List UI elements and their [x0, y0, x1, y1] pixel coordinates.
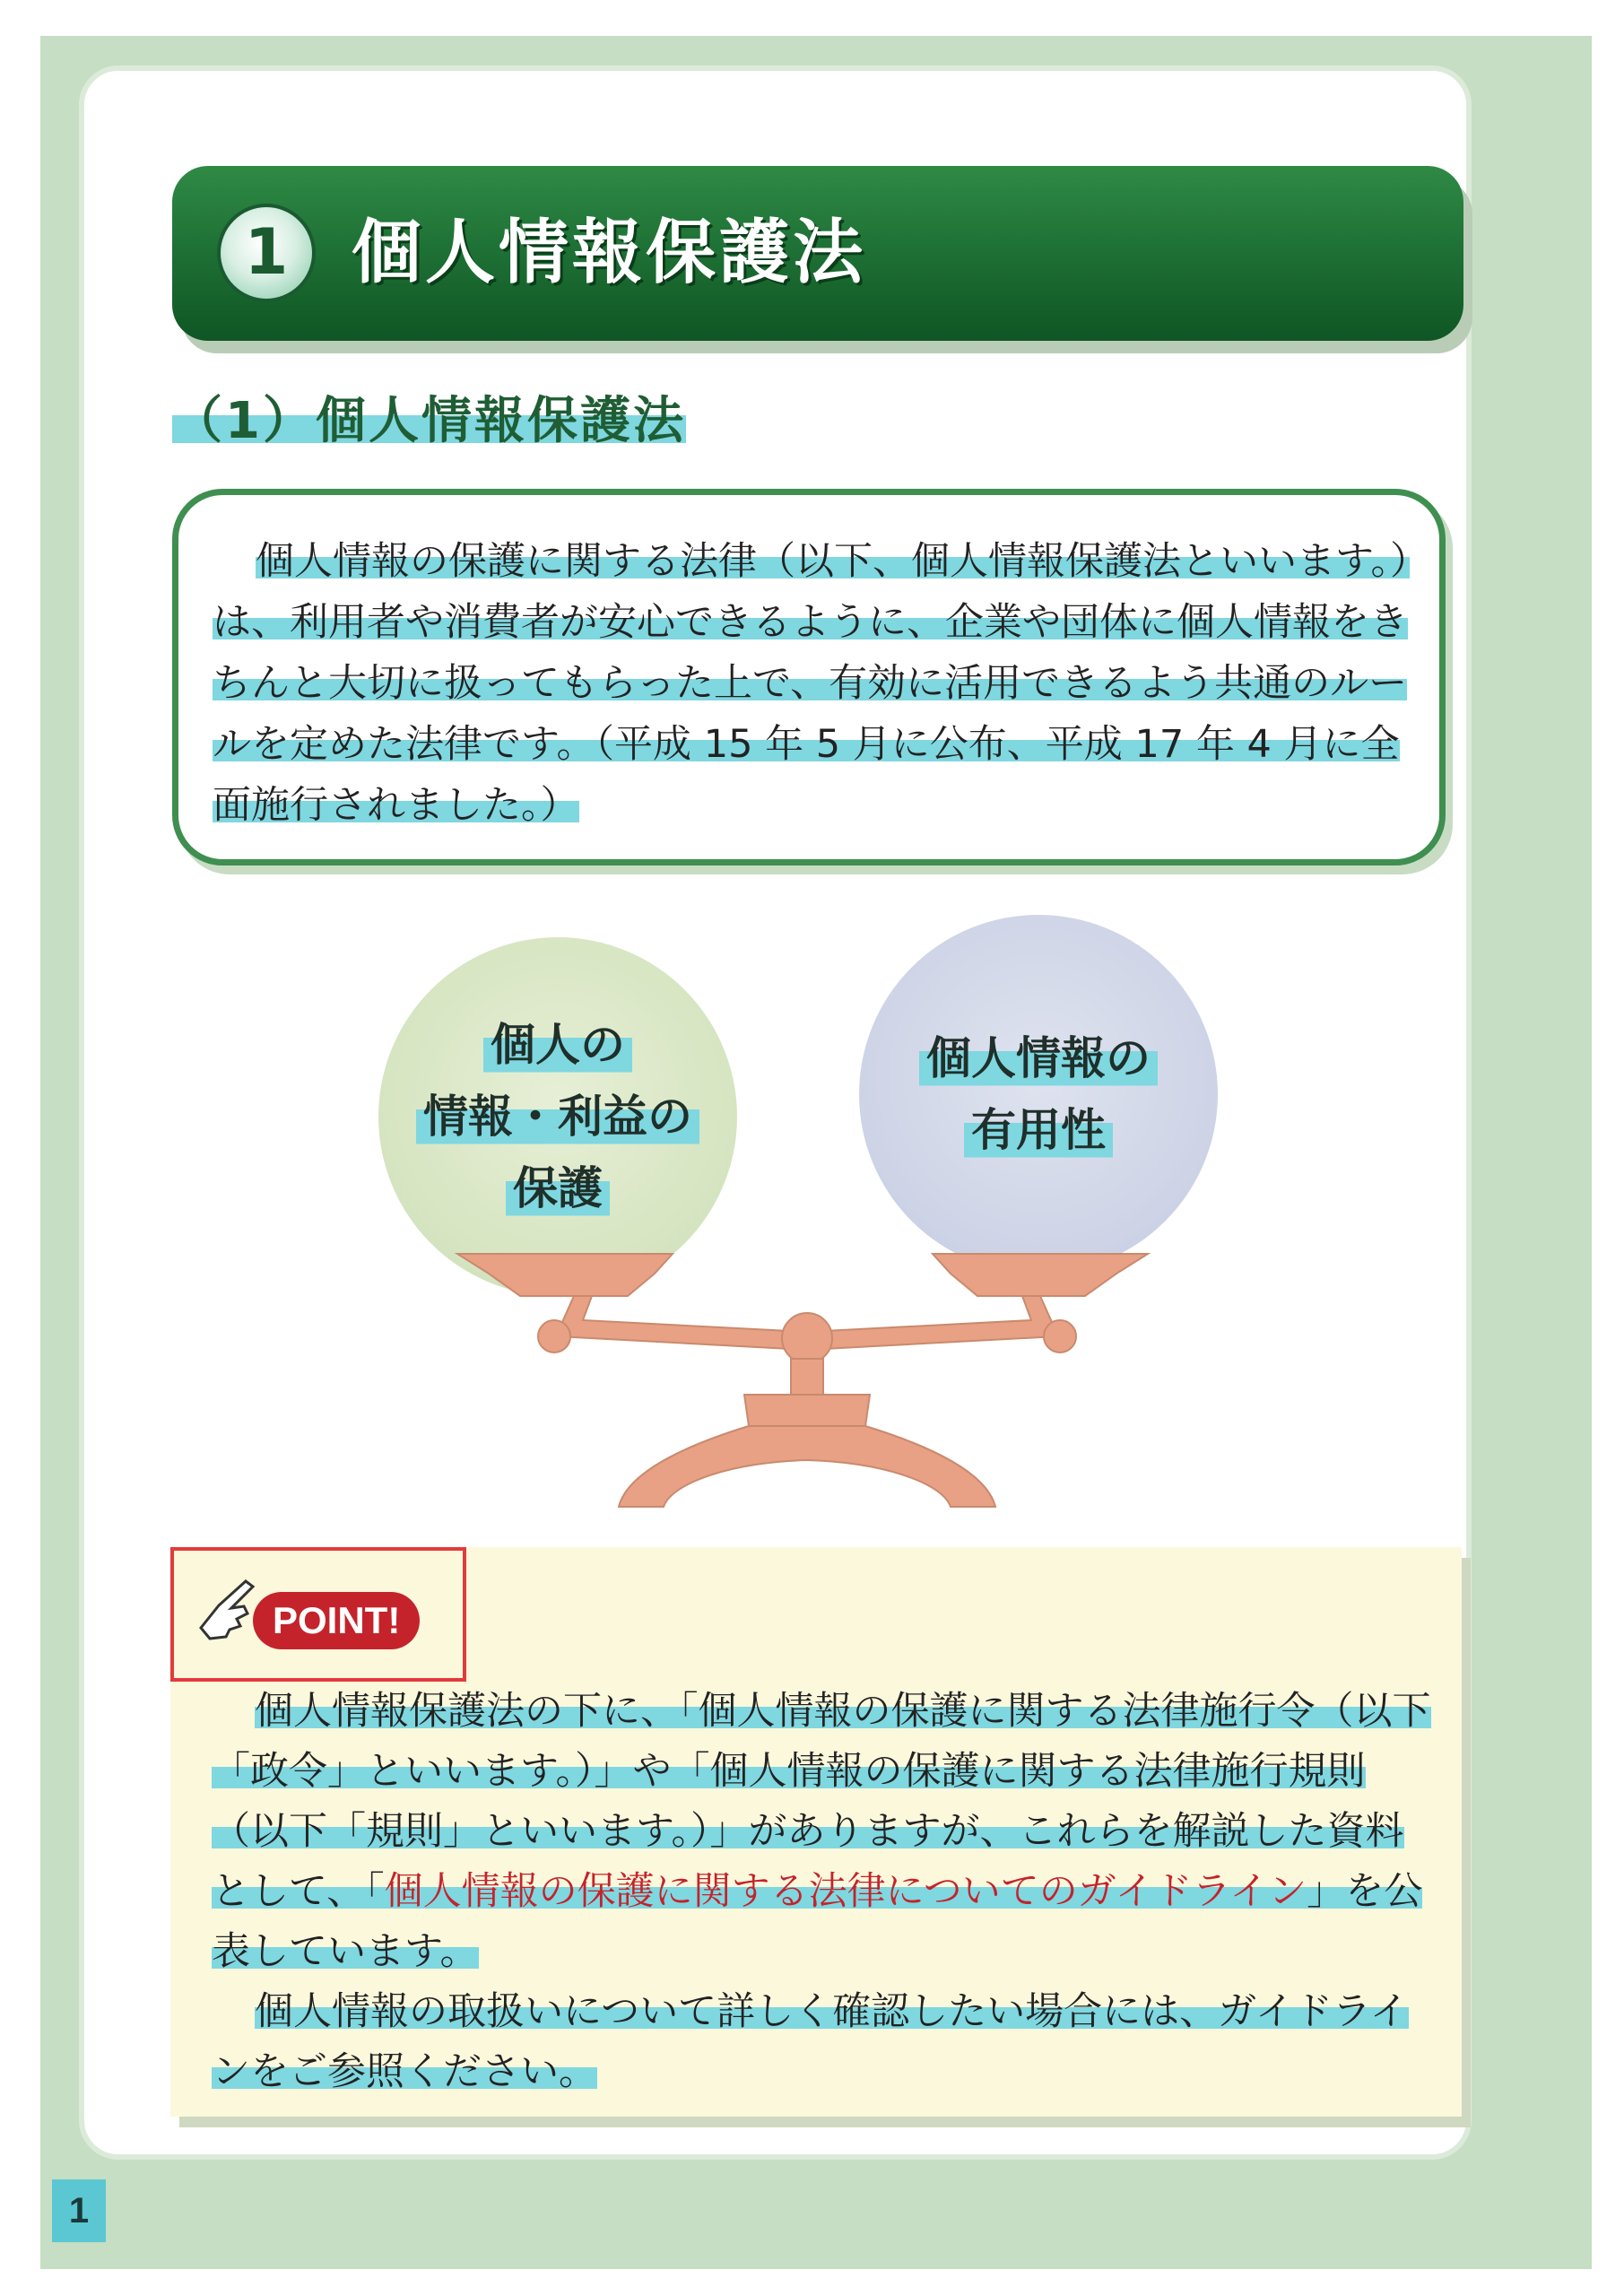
usefulness-line-2: 有用性 — [964, 1094, 1113, 1166]
point-paragraph-1 — [212, 1682, 1431, 1982]
point-paragraph-1-after: 」を公表しています。 — [212, 1869, 1423, 1974]
intro-box — [172, 489, 1446, 865]
point-paragraph-2 — [212, 1982, 1431, 2102]
chapter-banner — [172, 166, 1463, 341]
protection-line-1: 個人の — [483, 1009, 632, 1081]
point-text — [212, 1682, 1431, 2102]
point-paragraph-1-before: 個人情報保護法の下に、「個人情報の保護に関する法律施行令（以下「政令」といいます。）」や「個人情報の保護に関する法律施行規則（以下「規則」といいます。）」がありますが、これらを解説した資料として、「 — [212, 1689, 1431, 1914]
balance-scale-icon — [448, 1247, 1166, 1525]
pointing-hand-icon — [192, 1574, 264, 1646]
usefulness-circle — [859, 915, 1218, 1274]
protection-circle — [378, 937, 737, 1296]
point-paragraph-2-text: 個人情報の取扱いについて詳しく確認したい場合には、ガイドラインをご参照ください。 — [212, 1989, 1409, 2094]
chapter-number-badge: 1 — [217, 204, 316, 302]
point-badge: POINT! — [253, 1592, 420, 1649]
usefulness-line-1: 個人情報の — [919, 1022, 1158, 1094]
intro-text: 個人情報の保護に関する法律（以下、個人情報保護法といいます。）は、利用者や消費者が安心できるように、企業や団体に個人情報をきちんと大切に扱ってもらった上で、有効に活用できるよう共通のルールを定めた法律です。（平成 15 年 5 月に公布、平成 17 年 4 月に全面施行されました。） — [213, 539, 1410, 828]
section-subheading-text: （1）個人情報保護法 — [172, 392, 686, 450]
page-number: 1 — [52, 2179, 106, 2242]
guideline-title: 個人情報の保護に関する法律についてのガイドライン — [384, 1869, 1307, 1914]
protection-line-3: 保護 — [506, 1152, 610, 1224]
section-subheading — [172, 381, 686, 453]
protection-line-2: 情報・利益の — [416, 1081, 699, 1152]
chapter-title: 個人情報保護法 — [352, 213, 867, 293]
intro-paragraph — [213, 531, 1414, 836]
